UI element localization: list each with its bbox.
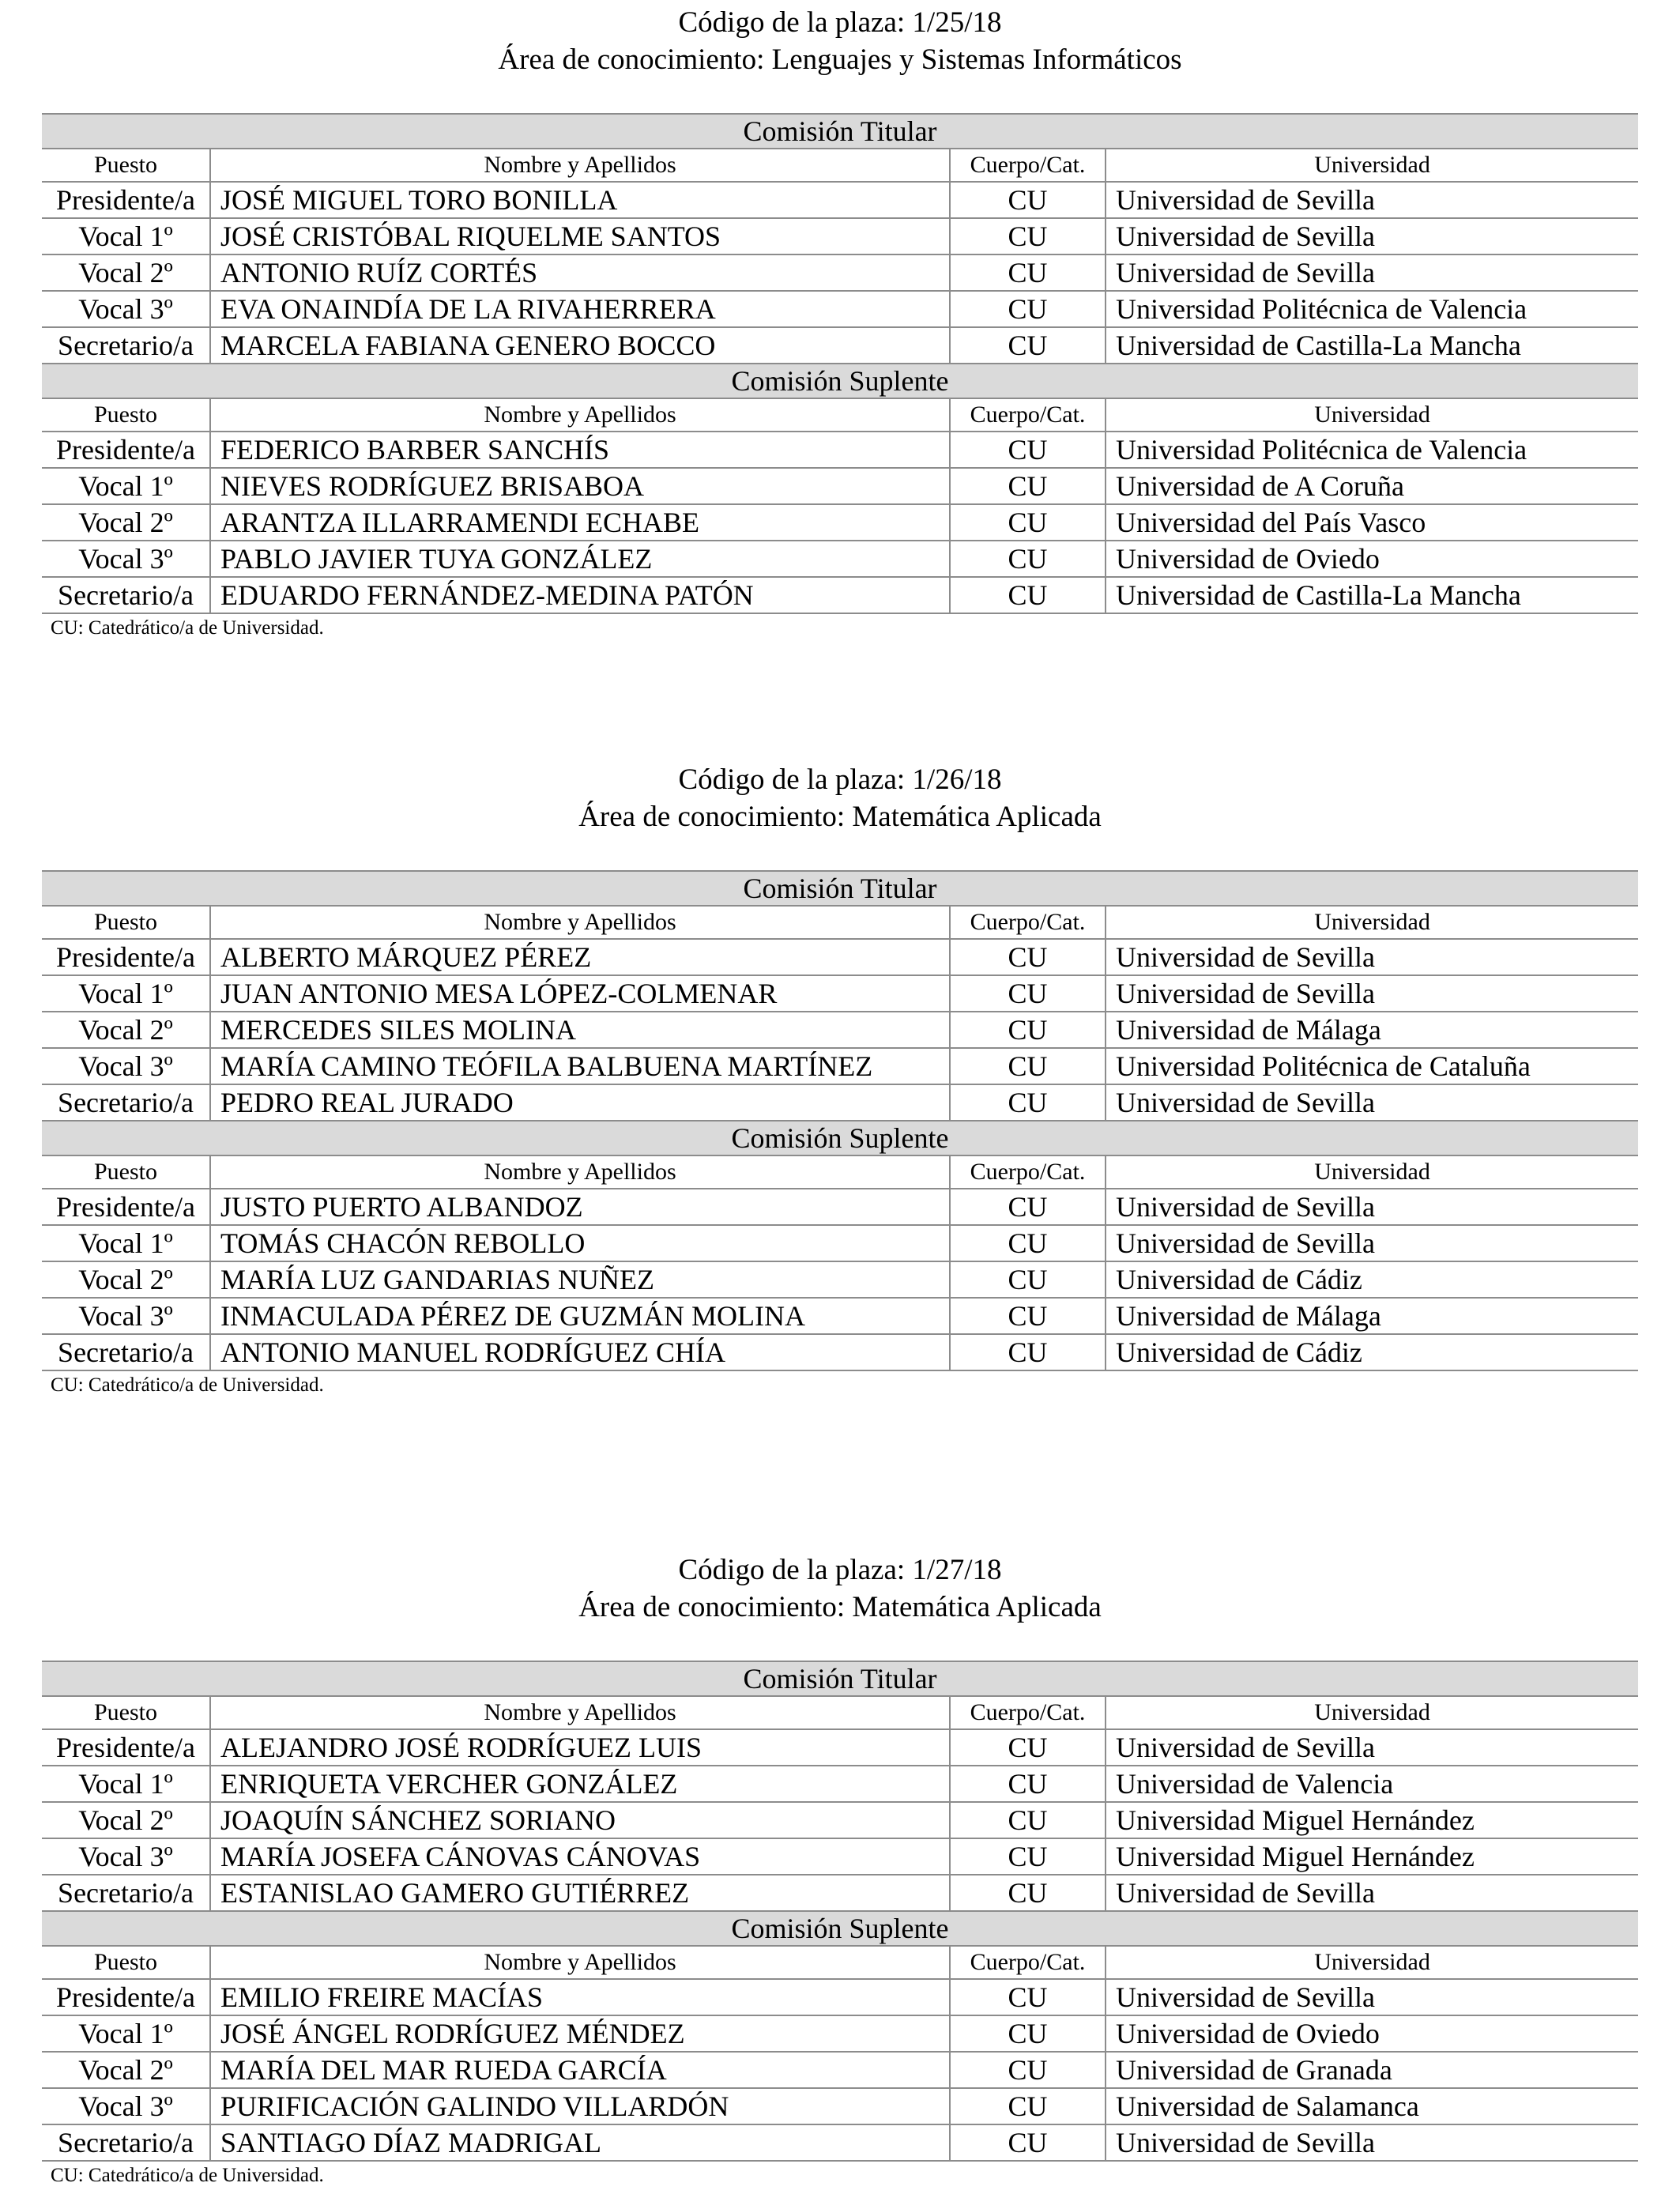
- table-row: [42, 1979, 1638, 2015]
- table-row: [42, 2052, 1638, 2088]
- cell-universidad: Universidad de Castilla-La Mancha: [1106, 327, 1638, 364]
- table-row: [42, 1298, 1638, 1334]
- cell-cuerpo: CU: [950, 1766, 1106, 1802]
- table-row: [42, 1334, 1638, 1370]
- commission-table: [42, 113, 1638, 614]
- cell-universidad: Universidad de Sevilla: [1106, 1225, 1638, 1261]
- cell-universidad: Universidad del País Vasco: [1106, 504, 1638, 541]
- cell-puesto: Presidente/a: [42, 1979, 210, 2015]
- cell-universidad: Universidad de Sevilla: [1106, 939, 1638, 975]
- cell-universidad: Universidad de Sevilla: [1106, 218, 1638, 254]
- column-header-cuerpo: Cuerpo/Cat.: [950, 149, 1106, 182]
- cell-cuerpo: CU: [950, 2088, 1106, 2124]
- cell-puesto: Secretario/a: [42, 2124, 210, 2161]
- column-header-puesto: Puesto: [42, 906, 210, 939]
- table-row: [42, 939, 1638, 975]
- column-header-nombre: Nombre y Apellidos: [210, 1946, 950, 1979]
- commission-titular-band: [42, 871, 1638, 906]
- column-header-universidad: Universidad: [1106, 149, 1638, 182]
- column-header-universidad: Universidad: [1106, 1696, 1638, 1729]
- column-header-row: [42, 1946, 1638, 1979]
- cell-cuerpo: CU: [950, 2124, 1106, 2161]
- cell-puesto: Vocal 3º: [42, 541, 210, 577]
- cell-puesto: Presidente/a: [42, 182, 210, 218]
- cell-universidad: Universidad Politécnica de Cataluña: [1106, 1048, 1638, 1084]
- table-row: [42, 2015, 1638, 2052]
- cell-puesto: Vocal 2º: [42, 2052, 210, 2088]
- column-header-nombre: Nombre y Apellidos: [210, 1155, 950, 1189]
- cell-puesto: Vocal 3º: [42, 1838, 210, 1875]
- plaza-code: Código de la plaza: 1/25/18: [678, 6, 1002, 39]
- cell-nombre: PABLO JAVIER TUYA GONZÁLEZ: [210, 541, 950, 577]
- band-label: Comisión Titular: [42, 871, 1638, 906]
- column-header-universidad: Universidad: [1106, 398, 1638, 432]
- plaza-section: [0, 1547, 1680, 2186]
- cell-nombre: ALBERTO MÁRQUEZ PÉREZ: [210, 939, 950, 975]
- column-header-puesto: Puesto: [42, 149, 210, 182]
- cell-puesto: Secretario/a: [42, 1875, 210, 1911]
- plaza-section: [0, 0, 1680, 639]
- footnote: CU: Catedrático/a de Universidad.: [51, 2165, 324, 2186]
- cell-puesto: Vocal 2º: [42, 504, 210, 541]
- cell-cuerpo: CU: [950, 1838, 1106, 1875]
- table-row: [42, 468, 1638, 504]
- cell-puesto: Presidente/a: [42, 432, 210, 468]
- cell-cuerpo: CU: [950, 1189, 1106, 1225]
- cell-universidad: Universidad de Sevilla: [1106, 975, 1638, 1012]
- cell-universidad: Universidad de Granada: [1106, 2052, 1638, 2088]
- cell-puesto: Vocal 1º: [42, 218, 210, 254]
- cell-cuerpo: CU: [950, 939, 1106, 975]
- cell-cuerpo: CU: [950, 1298, 1106, 1334]
- cell-universidad: Universidad de Málaga: [1106, 1298, 1638, 1334]
- column-header-universidad: Universidad: [1106, 1155, 1638, 1189]
- cell-universidad: Universidad de Sevilla: [1106, 2124, 1638, 2161]
- cell-cuerpo: CU: [950, 1729, 1106, 1766]
- cell-nombre: TOMÁS CHACÓN REBOLLO: [210, 1225, 950, 1261]
- plaza-code: Código de la plaza: 1/26/18: [678, 763, 1002, 796]
- footnote: CU: Catedrático/a de Universidad.: [51, 617, 324, 639]
- column-header-puesto: Puesto: [42, 1946, 210, 1979]
- column-header-cuerpo: Cuerpo/Cat.: [950, 1946, 1106, 1979]
- commission-table: [42, 870, 1638, 1371]
- cell-nombre: ANTONIO RUÍZ CORTÉS: [210, 254, 950, 291]
- cell-nombre: EDUARDO FERNÁNDEZ-MEDINA PATÓN: [210, 577, 950, 613]
- column-header-cuerpo: Cuerpo/Cat.: [950, 398, 1106, 432]
- commission-suplente-band: [42, 364, 1638, 398]
- cell-nombre: MARÍA JOSEFA CÁNOVAS CÁNOVAS: [210, 1838, 950, 1875]
- cell-nombre: JOSÉ ÁNGEL RODRÍGUEZ MÉNDEZ: [210, 2015, 950, 2052]
- cell-cuerpo: CU: [950, 541, 1106, 577]
- cell-nombre: MARCELA FABIANA GENERO BOCCO: [210, 327, 950, 364]
- cell-universidad: Universidad de Sevilla: [1106, 1189, 1638, 1225]
- cell-cuerpo: CU: [950, 1048, 1106, 1084]
- cell-cuerpo: CU: [950, 1334, 1106, 1370]
- cell-puesto: Vocal 2º: [42, 1261, 210, 1298]
- cell-puesto: Vocal 1º: [42, 1225, 210, 1261]
- cell-universidad: Universidad de Oviedo: [1106, 541, 1638, 577]
- cell-nombre: MARÍA LUZ GANDARIAS NUÑEZ: [210, 1261, 950, 1298]
- cell-universidad: Universidad de Cádiz: [1106, 1334, 1638, 1370]
- cell-universidad: Universidad de Málaga: [1106, 1012, 1638, 1048]
- table-row: [42, 1084, 1638, 1121]
- column-header-nombre: Nombre y Apellidos: [210, 398, 950, 432]
- cell-puesto: Vocal 2º: [42, 254, 210, 291]
- table-row: [42, 327, 1638, 364]
- table-row: [42, 291, 1638, 327]
- cell-puesto: Vocal 3º: [42, 1048, 210, 1084]
- cell-universidad: Universidad de Cádiz: [1106, 1261, 1638, 1298]
- cell-nombre: EVA ONAINDÍA DE LA RIVAHERRERA: [210, 291, 950, 327]
- band-label: Comisión Suplente: [42, 1911, 1638, 1946]
- cell-cuerpo: CU: [950, 975, 1106, 1012]
- cell-universidad: Universidad de Sevilla: [1106, 1875, 1638, 1911]
- table-row: [42, 254, 1638, 291]
- cell-nombre: EMILIO FREIRE MACÍAS: [210, 1979, 950, 2015]
- cell-universidad: Universidad de Valencia: [1106, 1766, 1638, 1802]
- column-header-universidad: Universidad: [1106, 1946, 1638, 1979]
- cell-cuerpo: CU: [950, 1979, 1106, 2015]
- band-label: Comisión Suplente: [42, 364, 1638, 398]
- table-row: [42, 2088, 1638, 2124]
- knowledge-area: Área de conocimiento: Matemática Aplicada: [578, 801, 1102, 833]
- table-row: [42, 1189, 1638, 1225]
- cell-nombre: FEDERICO BARBER SANCHÍS: [210, 432, 950, 468]
- knowledge-area: Área de conocimiento: Lenguajes y Sistemas Informáticos: [498, 43, 1182, 76]
- column-header-nombre: Nombre y Apellidos: [210, 906, 950, 939]
- cell-universidad: Universidad de Sevilla: [1106, 254, 1638, 291]
- cell-nombre: PURIFICACIÓN GALINDO VILLARDÓN: [210, 2088, 950, 2124]
- table-row: [42, 1225, 1638, 1261]
- cell-nombre: ARANTZA ILLARRAMENDI ECHABE: [210, 504, 950, 541]
- cell-nombre: NIEVES RODRÍGUEZ BRISABOA: [210, 468, 950, 504]
- cell-universidad: Universidad de Sevilla: [1106, 1729, 1638, 1766]
- cell-cuerpo: CU: [950, 1084, 1106, 1121]
- cell-nombre: JUAN ANTONIO MESA LÓPEZ-COLMENAR: [210, 975, 950, 1012]
- cell-nombre: JOSÉ MIGUEL TORO BONILLA: [210, 182, 950, 218]
- column-header-row: [42, 1696, 1638, 1729]
- column-header-nombre: Nombre y Apellidos: [210, 149, 950, 182]
- cell-cuerpo: CU: [950, 1875, 1106, 1911]
- column-header-universidad: Universidad: [1106, 906, 1638, 939]
- column-header-row: [42, 906, 1638, 939]
- cell-universidad: Universidad Miguel Hernández: [1106, 1838, 1638, 1875]
- table-row: [42, 1766, 1638, 1802]
- knowledge-area: Área de conocimiento: Matemática Aplicada: [578, 1591, 1102, 1623]
- cell-universidad: Universidad de Sevilla: [1106, 1084, 1638, 1121]
- cell-nombre: MERCEDES SILES MOLINA: [210, 1012, 950, 1048]
- commission-titular-band: [42, 114, 1638, 149]
- band-label: Comisión Titular: [42, 1661, 1638, 1696]
- column-header-row: [42, 1155, 1638, 1189]
- table-row: [42, 1875, 1638, 1911]
- cell-universidad: Universidad Politécnica de Valencia: [1106, 432, 1638, 468]
- table-row: [42, 577, 1638, 613]
- table-row: [42, 1838, 1638, 1875]
- table-row: [42, 1729, 1638, 1766]
- cell-nombre: MARÍA CAMINO TEÓFILA BALBUENA MARTÍNEZ: [210, 1048, 950, 1084]
- cell-cuerpo: CU: [950, 1012, 1106, 1048]
- cell-puesto: Vocal 1º: [42, 975, 210, 1012]
- column-header-row: [42, 149, 1638, 182]
- table-row: [42, 2124, 1638, 2161]
- table-row: [42, 1802, 1638, 1838]
- cell-cuerpo: CU: [950, 504, 1106, 541]
- column-header-row: [42, 398, 1638, 432]
- table-row: [42, 182, 1638, 218]
- cell-nombre: ESTANISLAO GAMERO GUTIÉRREZ: [210, 1875, 950, 1911]
- cell-cuerpo: CU: [950, 577, 1106, 613]
- table-row: [42, 1012, 1638, 1048]
- cell-puesto: Vocal 2º: [42, 1012, 210, 1048]
- cell-universidad: Universidad de A Coruña: [1106, 468, 1638, 504]
- cell-cuerpo: CU: [950, 468, 1106, 504]
- cell-nombre: JOAQUÍN SÁNCHEZ SORIANO: [210, 1802, 950, 1838]
- plaza-section: [0, 757, 1680, 1396]
- table-row: [42, 504, 1638, 541]
- cell-puesto: Secretario/a: [42, 327, 210, 364]
- cell-universidad: Universidad de Salamanca: [1106, 2088, 1638, 2124]
- cell-puesto: Vocal 3º: [42, 2088, 210, 2124]
- cell-nombre: JUSTO PUERTO ALBANDOZ: [210, 1189, 950, 1225]
- table-row: [42, 541, 1638, 577]
- cell-universidad: Universidad Miguel Hernández: [1106, 1802, 1638, 1838]
- column-header-puesto: Puesto: [42, 398, 210, 432]
- cell-puesto: Presidente/a: [42, 1189, 210, 1225]
- cell-cuerpo: CU: [950, 182, 1106, 218]
- column-header-nombre: Nombre y Apellidos: [210, 1696, 950, 1729]
- cell-puesto: Vocal 3º: [42, 1298, 210, 1334]
- cell-universidad: Universidad de Castilla-La Mancha: [1106, 577, 1638, 613]
- table-row: [42, 1048, 1638, 1084]
- cell-nombre: ANTONIO MANUEL RODRÍGUEZ CHÍA: [210, 1334, 950, 1370]
- column-header-cuerpo: Cuerpo/Cat.: [950, 906, 1106, 939]
- cell-cuerpo: CU: [950, 2052, 1106, 2088]
- cell-cuerpo: CU: [950, 2015, 1106, 2052]
- commission-table: [42, 1661, 1638, 2162]
- band-label: Comisión Suplente: [42, 1121, 1638, 1155]
- cell-puesto: Secretario/a: [42, 1334, 210, 1370]
- cell-cuerpo: CU: [950, 254, 1106, 291]
- cell-nombre: JOSÉ CRISTÓBAL RIQUELME SANTOS: [210, 218, 950, 254]
- cell-nombre: PEDRO REAL JURADO: [210, 1084, 950, 1121]
- cell-puesto: Vocal 1º: [42, 468, 210, 504]
- cell-nombre: ENRIQUETA VERCHER GONZÁLEZ: [210, 1766, 950, 1802]
- commission-suplente-band: [42, 1911, 1638, 1946]
- cell-puesto: Vocal 3º: [42, 291, 210, 327]
- table-row: [42, 432, 1638, 468]
- cell-cuerpo: CU: [950, 1225, 1106, 1261]
- commission-titular-band: [42, 1661, 1638, 1696]
- cell-puesto: Presidente/a: [42, 939, 210, 975]
- cell-universidad: Universidad de Oviedo: [1106, 2015, 1638, 2052]
- cell-cuerpo: CU: [950, 218, 1106, 254]
- cell-puesto: Secretario/a: [42, 577, 210, 613]
- column-header-cuerpo: Cuerpo/Cat.: [950, 1696, 1106, 1729]
- cell-nombre: SANTIAGO DÍAZ MADRIGAL: [210, 2124, 950, 2161]
- column-header-puesto: Puesto: [42, 1155, 210, 1189]
- column-header-puesto: Puesto: [42, 1696, 210, 1729]
- cell-cuerpo: CU: [950, 291, 1106, 327]
- cell-cuerpo: CU: [950, 1802, 1106, 1838]
- cell-nombre: MARÍA DEL MAR RUEDA GARCÍA: [210, 2052, 950, 2088]
- band-label: Comisión Titular: [42, 114, 1638, 149]
- cell-puesto: Secretario/a: [42, 1084, 210, 1121]
- cell-puesto: Vocal 1º: [42, 1766, 210, 1802]
- commission-suplente-band: [42, 1121, 1638, 1155]
- cell-universidad: Universidad Politécnica de Valencia: [1106, 291, 1638, 327]
- cell-nombre: INMACULADA PÉREZ DE GUZMÁN MOLINA: [210, 1298, 950, 1334]
- cell-universidad: Universidad de Sevilla: [1106, 1979, 1638, 2015]
- table-row: [42, 975, 1638, 1012]
- column-header-cuerpo: Cuerpo/Cat.: [950, 1155, 1106, 1189]
- footnote: CU: Catedrático/a de Universidad.: [51, 1374, 324, 1396]
- cell-cuerpo: CU: [950, 327, 1106, 364]
- cell-cuerpo: CU: [950, 432, 1106, 468]
- table-row: [42, 1261, 1638, 1298]
- cell-universidad: Universidad de Sevilla: [1106, 182, 1638, 218]
- cell-cuerpo: CU: [950, 1261, 1106, 1298]
- cell-puesto: Presidente/a: [42, 1729, 210, 1766]
- cell-puesto: Vocal 2º: [42, 1802, 210, 1838]
- plaza-code: Código de la plaza: 1/27/18: [678, 1554, 1002, 1586]
- table-row: [42, 218, 1638, 254]
- cell-puesto: Vocal 1º: [42, 2015, 210, 2052]
- cell-nombre: ALEJANDRO JOSÉ RODRÍGUEZ LUIS: [210, 1729, 950, 1766]
